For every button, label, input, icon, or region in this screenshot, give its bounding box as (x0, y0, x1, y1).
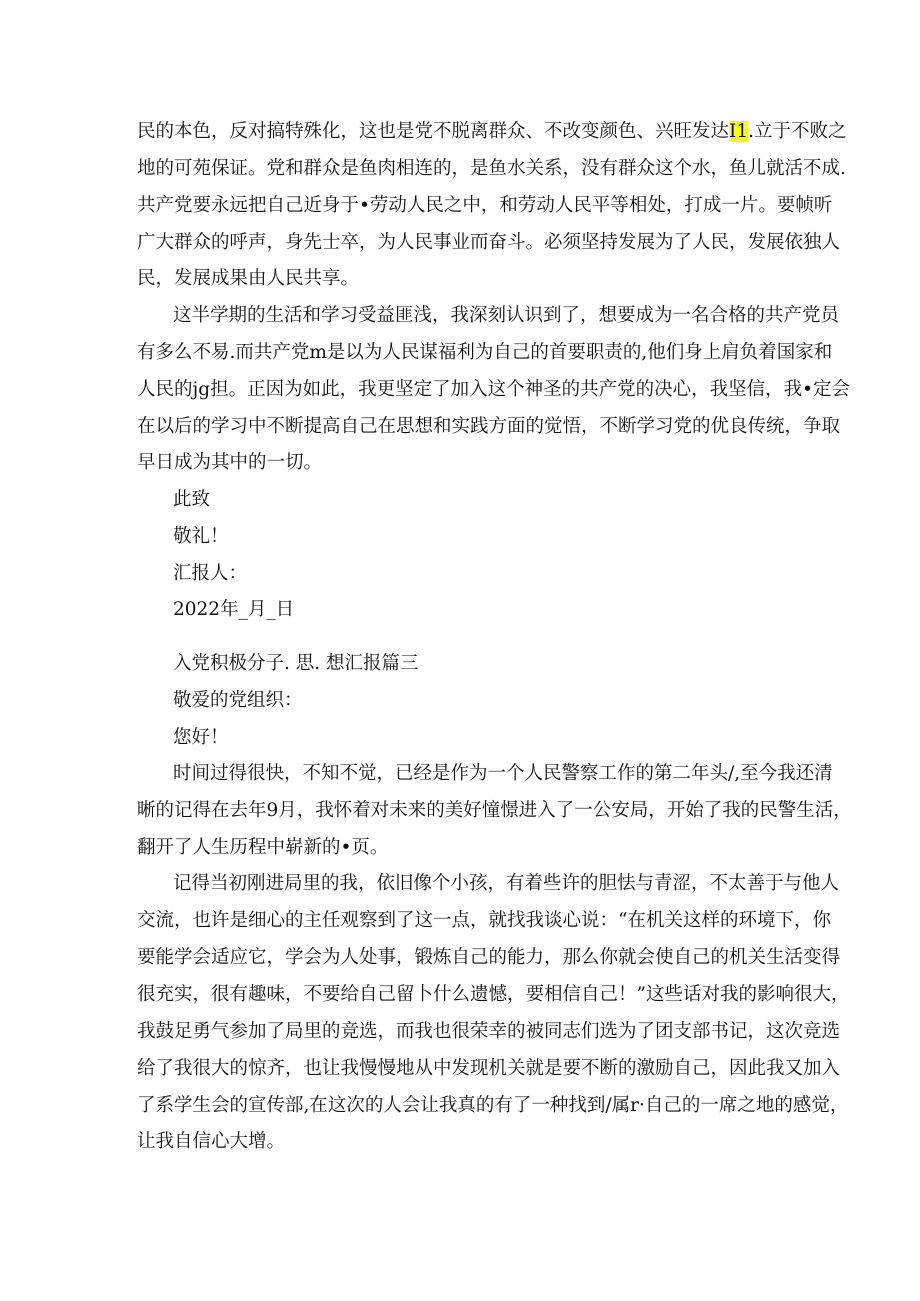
paragraph-line: 广大群众的呼声，身先士卒，为人民事业而奋斗。必须坚持发展为了人民，发展依独人 (137, 232, 841, 253)
paragraph-line: 记得当初刚进局里的我，依旧像个小孩，有着些许的胆怯与青涩，不太善于与他人 (173, 873, 840, 894)
paragraph-line: 交流，也许是细心的主任观察到了这一点，就找我谈心说：“在机关这样的环境下，你 (137, 910, 831, 931)
paragraph-line: 共产党要永远把自己近身于•劳动人民之中，和劳动人民平等相处，打成一片。要帧听 (137, 195, 833, 216)
highlighted-text: I1 (729, 121, 749, 142)
paragraph-line: 在以后的学习中不断提高自己在思想和实践方面的觉悟，不断学习党的优良传统，争取 (137, 416, 841, 437)
paragraph-line: 很充实，很有趣味，不要给自己留卜什么遗憾，要相信自己！”这些话对我的影响很大， (137, 984, 850, 1005)
paragraph-line: 时间过得很快，不知不觉，已经是作为一个人民警察工作的第二年头/,至今我还清 (173, 763, 833, 784)
date-line: 2022年_月_日 (173, 599, 295, 620)
paragraph-line (137, 120, 847, 144)
closing-regards: 敬礼！ (173, 526, 229, 547)
paragraph-line: 民，发展成果由人民共享。 (137, 268, 360, 289)
paragraph-line: 有多么不易.而共产党m是以为人民谋福利为自己的首要职责的,他们身上肩负着国家和 (137, 342, 833, 363)
paragraph-line: 给了我很大的惊齐，也让我慢慢地从中发现机关就是要不断的激励自己，因此我又加入 (137, 1058, 841, 1079)
closing-salutation: 此致 (173, 489, 211, 510)
salutation: 敬爱的党组织： (173, 690, 303, 711)
paragraph-line: 要能学会适应它，学会为人处事，锻炼自己的能力，那么你就会使自己的机关生活变得 (137, 947, 841, 968)
paragraph-line: 人民的jg担。正因为如此，我更坚定了加入这个神圣的共产党的决心，我坚信，我•定会 (137, 379, 850, 400)
paragraph-line: 晰的记得在去年9月，我怀着对未来的美好憧憬进入了一公安局，开始了我的民警生活， (137, 800, 852, 821)
line-text: .立于不败之 (748, 121, 847, 142)
paragraph-line: 地的可苑保证。党和群众是鱼肉相连的，是鱼水关系，没有群众这个水，鱼儿就活不成. (137, 158, 846, 179)
paragraph-line: 这半学期的生活和学习受益匪浅，我深刻认识到了，想要成为一名合格的共产党员 (173, 305, 840, 326)
section-title: 入党积极分子. 思. 想汇报篇三 (173, 653, 419, 674)
paragraph-line: 让我自信心大增。 (137, 1131, 286, 1152)
greeting: 您好！ (173, 727, 229, 748)
line-text: 民的本色，反对搞特殊化，这也是党不脱离群众、不改变颜色、兴旺发达 (137, 121, 730, 142)
paragraph-line: 我鼓足勇气参加了局里的竞选，而我也很荣幸的被同志们选为了团支部书记，这次竞选 (137, 1021, 841, 1042)
paragraph-line: 翻开了人生历程中崭新的•页。 (137, 837, 389, 858)
paragraph-line: 早日成为其中的一切。 (137, 452, 323, 473)
paragraph-line: 了系学生会的宣传部,在这次的人会让我真的有了一种找到/属r·自己的一席之地的感觉， (137, 1095, 849, 1116)
reporter-label: 汇报人： (173, 563, 248, 584)
